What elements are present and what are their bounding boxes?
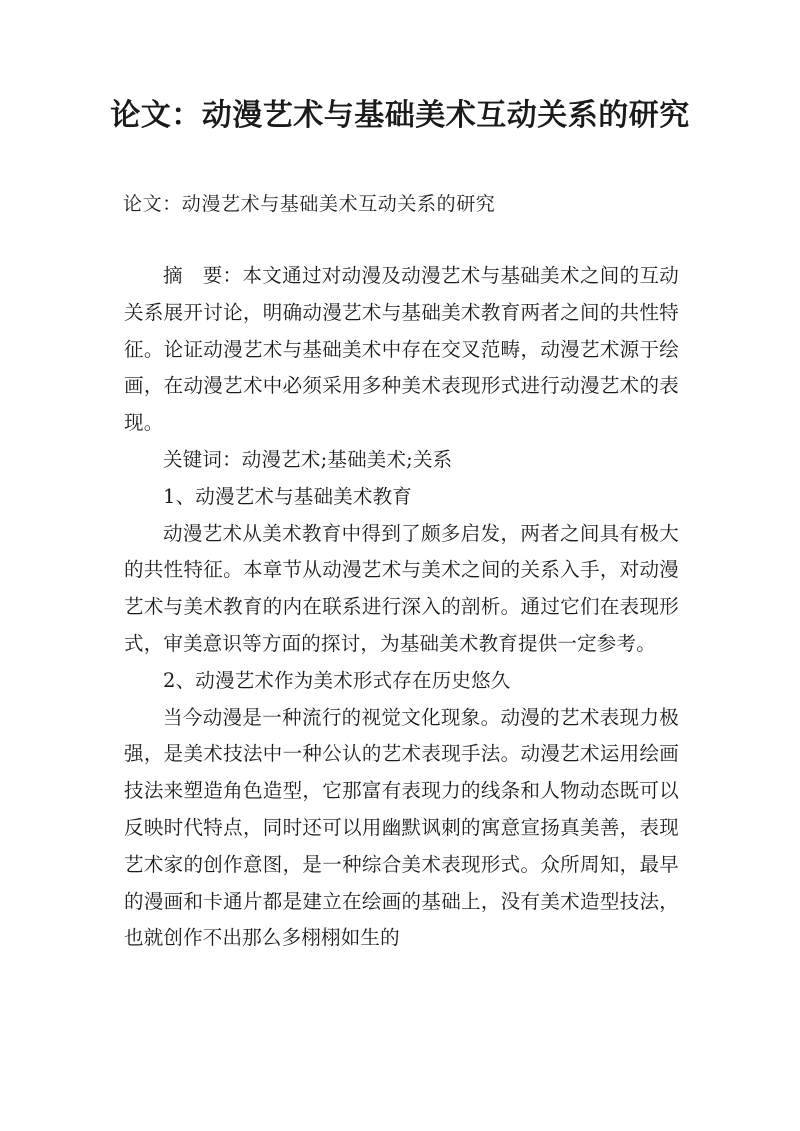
abstract-paragraph: 摘 要：本文通过对动漫及动漫艺术与基础美术之间的互动关系展开讨论，明确动漫艺术与基础美术教育两者之间的共性特征。论证动漫艺术与基础美术中存在交叉范畴，动漫艺术源于绘画，在动漫艺术中必须采用多种美术表现形式进行动漫艺术的表现。 — [124, 264, 679, 435]
document-subtitle: 论文：动漫艺术与基础美术互动关系的研究 — [123, 193, 496, 215]
document-title: 论文：动漫艺术与基础美术互动关系的研究 — [110, 98, 690, 133]
section-heading-2: 2、动漫艺术作为美术形式存在历史悠久 — [163, 668, 511, 692]
section-2-paragraph: 当今动漫是一种流行的视觉文化现象。动漫的艺术表现力极强，是美术技法中一种公认的艺术表现手法。动漫艺术运用绘画技法来塑造角色造型，它那富有表现力的线条和人物动态既可以反映时代特点，同时还可以用幽默讽刺的寓意宣扬真美善，表现艺术家的创作意图，是一种综合美术表现形式。众所周知，最早的漫画和卡通片都是建立在绘画的基础上，没有美术造型技法，也就创作不出那么多栩栩如生的 — [124, 705, 679, 950]
keywords-paragraph: 关键词：动漫艺术;基础美术;关系 — [163, 447, 453, 471]
section-1-paragraph: 动漫艺术从美术教育中得到了颇多启发，两者之间具有极大的共性特征。本章节从动漫艺术与美术之间的关系入手，对动漫艺术与美术教育的内在联系进行深入的剖析。通过它们在表现形式，审美意识等方面的探讨，为基础美术教育提供一定参考。 — [124, 521, 679, 655]
document-body — [124, 258, 679, 957]
section-heading-1: 1、动漫艺术与基础美术教育 — [163, 484, 413, 508]
